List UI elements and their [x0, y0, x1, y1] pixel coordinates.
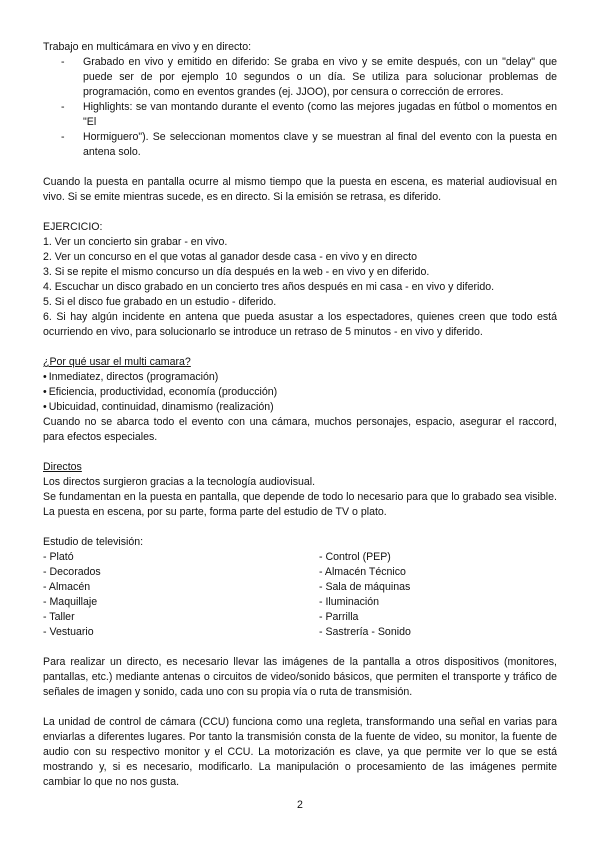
paragraph-transmision: Para realizar un directo, es necesario llevar las imágenes de la pantalla a otros dispositivos (monitores, pantallas, etc.) mediante antenas o circuitos de video/sonido básicos, que permiten el transporte y tráfico de señales de imagen y sonido, cada uno con su propia vía o ruta de transmisión.	[43, 656, 557, 698]
list-item: - Hormiguero"). Se seleccionan momentos clave y se muestran al final del evento con la puesta en antena solo.	[61, 131, 557, 158]
studio-item: - Taller	[43, 611, 75, 623]
exercise-item: 4. Escuchar un disco grabado en un concierto tres años después en mi casa - en vivo y diferido.	[43, 281, 495, 293]
why-bullet-list	[43, 370, 557, 415]
why-text: Cuando no se abarca todo el evento con una cámara, muchos personajes, espacio, asegurar el raccord, para efectos especiales.	[43, 416, 557, 443]
paragraph-ccu: La unidad de control de cámara (CCU) funciona como una regleta, transformando una señal en varias para enviarlas a diferentes lugares. Por tanto la transmisión consta de la fuente de video, su monitor, la fuente de audio con su respectivo monitor y el CCU. La motorización es clave, ya que permite ver lo que se está mostrando y, si es necesario, modificarlo. La manipulación o procesamiento de las imágenes permite cambiar lo que no nos gusta.	[43, 716, 557, 788]
exercise-item: 1. Ver un concierto sin grabar - en vivo.	[43, 236, 228, 248]
exercise-section	[43, 220, 557, 340]
exercise-item: 5. Si el disco fue grabado en un estudio - diferido.	[43, 296, 277, 308]
studio-item: - Control (PEP)	[319, 551, 391, 563]
studio-item: - Almacén Técnico	[319, 566, 406, 578]
paragraph-vivo-directo: Cuando la puesta en pantalla ocurre al mismo tiempo que la puesta en escena, es material audiovisual en vivo. Si se emite mientras sucede, es en directo. Si la emisión se retrasa, es diferido.	[43, 176, 557, 203]
studio-item: - Decorados	[43, 566, 101, 578]
section-title-multicam: Trabajo en multicámara en vivo y en directo:	[43, 41, 252, 53]
dash-marker: -	[61, 131, 65, 143]
bullet-item: • Inmediatez, directos (programación)	[43, 371, 219, 383]
page-number: 2	[297, 799, 303, 811]
studio-item: - Sastrería - Sonido	[319, 626, 411, 638]
exercise-item: 2. Ver un concurso en el que votas al ganador desde casa - en vivo y en directo	[43, 251, 417, 263]
studio-item: - Plató	[43, 551, 74, 563]
studio-item: - Sala de máquinas	[319, 581, 411, 593]
exercise-item: 3. Si se repite el mismo concurso un día después en la web - en vivo y en diferido.	[43, 266, 430, 278]
studio-column-left	[43, 550, 319, 640]
directos-title: Directos	[43, 461, 82, 473]
studio-column-right	[319, 550, 557, 640]
why-title: ¿Por qué usar el multi camara?	[43, 356, 191, 368]
studio-item: - Iluminación	[319, 596, 380, 608]
multicam-list	[43, 55, 557, 160]
studio-columns	[43, 550, 557, 640]
dash-marker: -	[61, 56, 65, 68]
studio-title: Estudio de televisión:	[43, 536, 144, 548]
bullet-marker: •	[43, 371, 47, 383]
dash-marker: -	[61, 101, 65, 113]
studio-item: - Parrilla	[319, 611, 359, 623]
studio-item: - Maquillaje	[43, 596, 98, 608]
directos-line: Los directos surgieron gracias a la tecnología audiovisual.	[43, 476, 316, 488]
studio-section	[43, 535, 557, 640]
bullet-item: • Ubicuidad, continuidad, dinamismo (realización)	[43, 401, 274, 413]
bullet-item: • Eficiencia, productividad, economía (producción)	[43, 386, 278, 398]
studio-item: - Vestuario	[43, 626, 94, 638]
directos-line: Se fundamentan en la puesta en pantalla, que depende de todo lo necesario para que lo grabado sea visible. La puesta en escena, por su parte, forma parte del estudio de TV o plato.	[43, 491, 557, 518]
page-content	[43, 40, 557, 790]
list-item: - Highlights: se van montando durante el evento (como las mejores jugadas en fútbol o momentos en "El	[61, 101, 557, 128]
exercise-title: EJERCICIO:	[43, 221, 103, 233]
directos-section	[43, 460, 557, 520]
studio-item: - Almacén	[43, 581, 91, 593]
why-multicam-section	[43, 355, 557, 445]
list-item: - Grabado en vivo y emitido en diferido: Se graba en vivo y se emite después, con un "delay" que puede ser de por ejemplo 10 segundos o un día. Se utiliza para solucionar problemas de programación, como en eventos grandes (ej. JJOO), por censura o corrección de errores.	[61, 56, 557, 98]
bullet-marker: •	[43, 401, 47, 413]
bullet-marker: •	[43, 386, 47, 398]
exercise-item: 6. Si hay algún incidente en antena que pueda asustar a los espectadores, quienes creen que todo está ocurriendo en vivo, para solucionarlo se introduce un retraso de 5 minutos - en vivo y diferido.	[43, 311, 557, 338]
